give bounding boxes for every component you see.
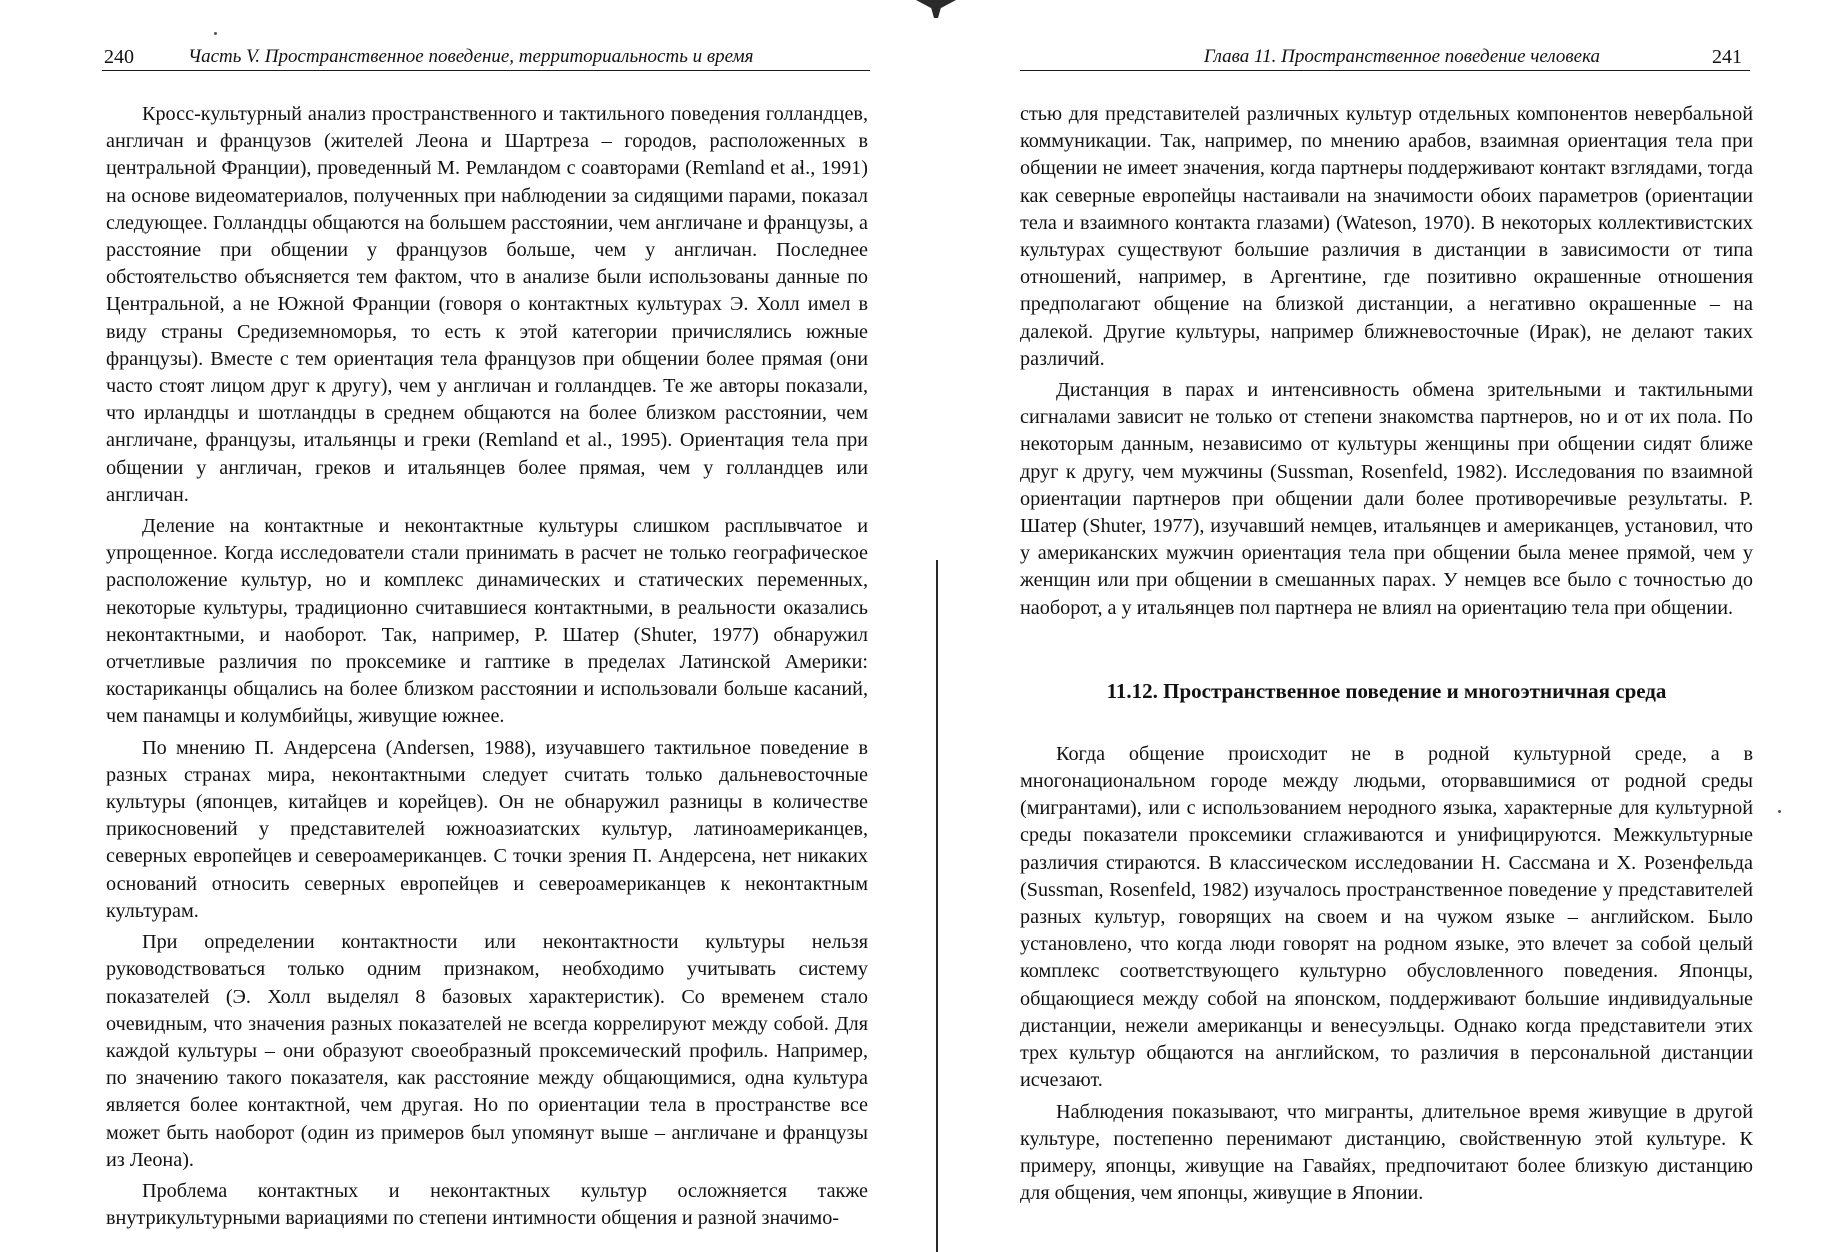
page-number: 240 <box>104 46 134 68</box>
page-header <box>102 44 870 71</box>
running-head: Часть V. Пространственное поведение, территориальность и время <box>188 46 754 67</box>
paragraph: Дистанция в парах и интенсивность обмена зрительными и тактильными сигналами зависит не только от степени знакомства партнеров, но и от их пола. По некоторым данным, независимо от культуры женщины при общении сидят ближе друг к другу, чем мужчины (Sussman, Rosenfeld, 1982). Исследования по взаимной ориентации партнеров при общении дали более противоречивые результаты. Р. Шатер (Shuter, 1977), изучавший немцев, итальянцев и американцев, установил, что у американских мужчин ориентация тела при общении была менее прямой, чем у женщин или при общении в смешанных парах. У немцев все было с точностью до наоборот, а у итальянцев пол партнера не влиял на ориентацию тела при общении. <box>1020 379 1753 619</box>
paragraph: Кросс-культурный анализ пространственного и тактильного поведения голландцев, англичан и французов (жителей Леона и Шартреза – городов, расположенных в центральной Франции), проведенный М. Ремландом с соавторами (Remland et al., 1991) на основе видеоматериалов, полученных при наблюдении за сидящими парами, показал следующее. Голландцы общаются на большем расстоянии, чем англичане и французы, а расстояние при общении у французов больше, чем у англичан. Последнее обстоятельство объясняется тем фактом, что в анализе были использованы данные по Центральной, а не Южной Франции (говоря о контактных культурах Э. Холл имел в виду страны Средиземноморья, то есть к этой категории причислялись южные французы). Вместе с тем ориентация тела французов при общении более прямая (они часто стоят лицом друг к другу), чем у англичан и голландцев. Те же авторы показали, что ирландцы и шотландцы в среднем общаются на более близком расстоянии, чем англичане, французы, итальянцы и греки (Remland et al., 1995). Ориентация тела при общении у англичан, греков и итальянцев более прямая, чем у голландцев или англичан. <box>106 103 868 506</box>
paragraph: стью для представителей различных культур отдельных компонентов невербальной коммуникации. Так, например, по мнению арабов, взаимная ориентация тела при общении не имеет значения, когда партнеры поддерживают контакт взглядами, тогда как северные европейцы настаивали на значимости обоих параметров (ориентации тела и взаимного контакта глазами) (Wateson, 1970). В некоторых коллективистских культурах существуют большие различия в дистанции в зависимости от типа отношений, например, в Аргентине, где позитивно окрашенные отношения предполагают общение на близкой дистанции, а негативно окрашенные – на далекой. Другие культуры, например ближневосточные (Ирак), не делают таких различий. <box>1020 103 1753 370</box>
paragraph: При определении контактности или неконтактности культуры нельзя руководствоваться только одним признаком, необходимо учитывать систему показателей (Э. Холл выделял 8 базовых характеристик). Со временем стало очевидным, что значения разных показателей не всегда коррелируют между собой. Для каждой культуры – они образуют своеобразный проксемический профиль. Например, по значению такого показателя, как расстояние между общающимися, одна культура является более контактной, чем другая. Но по ориентации тела в пространстве все может быть наоборот (один из примеров был упомянут выше – англичане и французы из Леона). <box>106 931 868 1171</box>
paragraph: Проблема контактных и неконтактных культур осложняется также внутрикультурными вариациями по степени интимности общения и разной значимо- <box>106 1179 868 1230</box>
page-body <box>106 101 868 1236</box>
paragraph: Деление на контактные и неконтактные культуры слишком расплывчатое и упрощенное. Когда исследователи стали принимать в расчет не только географическое расположение культур, но и комплекс динамических и статических переменных, некоторые культуры, традиционно считавшиеся контактными, в реальности оказались неконтактными, и наоборот. Так, например, Р. Шатер (Shuter, 1977) обнаружил отчетливые различия по проксемике и гаптике в пределах Латинской Америки: костариканцы общались на более близком расстоянии и использовали больше касаний, чем панамцы и колумбийцы, живущие южнее. <box>106 515 868 728</box>
paragraph: Наблюдения показывают, что мигранты, длительное время живущие в другой культуре, постепенно перенимают дистанцию, свойственную этой культуре. К примеру, японцы, живущие на Гавайях, предпочитают более близкую дистанцию для общения, чем японцы, живущие в Японии. <box>1020 1100 1753 1205</box>
left-page <box>0 0 905 1252</box>
running-head: Глава 11. Пространственное поведение человека <box>1203 46 1600 67</box>
paragraph: Когда общение происходит не в родной культурной среде, а в многонациональном городе между людьми, оторвавшимися от родной среды (мигрантами), или с использованием неродного языка, характерные для культурной среды показатели проксемики сглаживаются и унифицируются. Межкультурные различия стираются. В классическом исследовании Н. Сассмана и Х. Розенфельда (Sussman, Rosenfeld, 1982) изучалось пространственное поведение у представителей разных культур, говорящих на своем и на чужом языке – английском. Было установлено, что когда люди говорят на родном языке, это влечет за собой целый комплекс соответствующего культурно обусловленного поведения. Японцы, общающиеся между собой на японском, поддерживают большие индивидуальные дистанции, нежели американцы и венесуэльцы. Однако когда представители этих трех культур общаются на английском, то различия в персональной дистанции исчезают. <box>1020 742 1753 1092</box>
paragraph: По мнению П. Андерсена (Andersen, 1988), изучавшего тактильное поведение в разных странах мира, неконтактными следует считать только дальневосточные культуры (японцев, китайцев и корейцев). Он не обнаружил разницы в количестве прикосновений у представителей южноазиатских культур, латиноамериканцев, северных европейцев и североамериканцев. С точки зрения П. Андерсена, нет никаких оснований относить северных европейцев и североамериканцев к неконтактным культурам. <box>106 736 868 922</box>
section-heading: 11.12. Пространственное поведение и многоэтничная среда <box>1106 678 1667 703</box>
page-body <box>1020 101 1753 1211</box>
right-page <box>935 0 1832 1252</box>
page-header <box>1020 44 1750 71</box>
page-number: 241 <box>1712 46 1742 68</box>
